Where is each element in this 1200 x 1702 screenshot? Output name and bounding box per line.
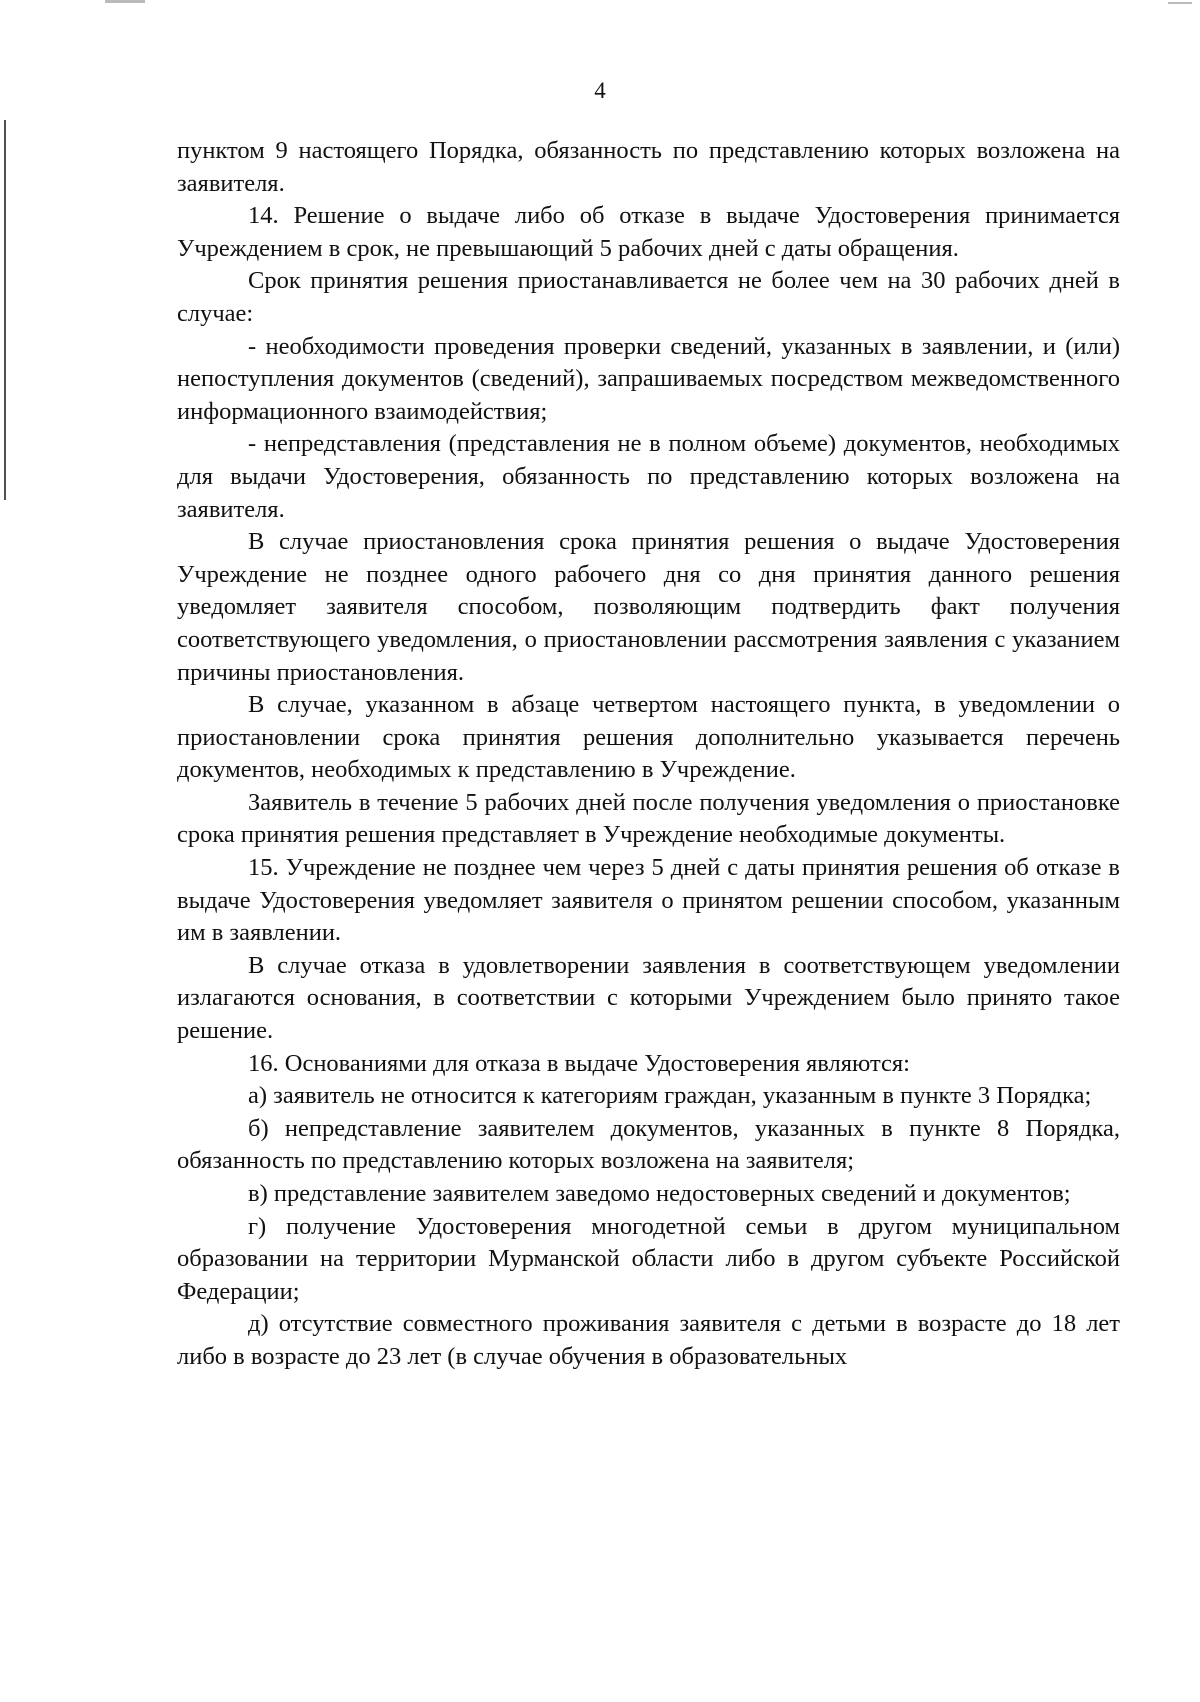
paragraph: В случае, указанном в абзаце четвертом настоящего пункта, в уведомлении о приостановлении срока принятия решения дополнительно указывается перечень документов, необходимых к представлению в Учреждение. [177,691,1120,784]
document-body [177,135,1120,1374]
paragraph: Заявитель в течение 5 рабочих дней после получения уведомления о приостановке срока принятия решения представляет в Учреждение необходимые документы. [177,788,1120,849]
paragraph: д) отсутствие совместного проживания заявителя с детьми в возрасте до 18 лет либо в возрасте до 23 лет (в случае обучения в образовательных [177,1310,1120,1370]
scan-artifact [105,0,145,3]
paragraph: Срок принятия решения приостанавливается не более чем на 30 рабочих дней в случае: [177,267,1120,327]
paragraph: а) заявитель не относится к категориям граждан, указанным в пункте 3 Порядка; [248,1082,1092,1110]
paragraph: 14. Решение о выдаче либо об отказе в выдаче Удостоверения принимается Учреждением в срок, не превышающий 5 рабочих дней с даты обращения. [177,202,1120,262]
paragraph: - необходимости проведения проверки сведений, указанных в заявлении, и (или) непоступления документов (сведений), запрашиваемых посредством межведомственного информационного взаимодействия; [177,332,1120,425]
paragraph: В случае отказа в удовлетворении заявления в соответствующем уведомлении излагаются основания, в соответствии с которыми Учреждением было принято такое решение. [177,951,1120,1045]
page-number: 4 [594,78,606,103]
paragraph: пунктом 9 настоящего Порядка, обязанность по представлению которых возложена на заявителя. [177,137,1120,197]
paragraph: 16. Основаниями для отказа в выдаче Удостоверения являются: [248,1049,910,1077]
paragraph: 15. Учреждение не позднее чем через 5 дней с даты принятия решения об отказе в выдаче Удостоверения уведомляет заявителя о принятом решении способом, указанным им в заявлении. [177,854,1120,947]
scan-artifact [4,120,6,500]
paragraph: - непредставления (представления не в полном объеме) документов, необходимых для выдачи Удостоверения, обязанность по представлению которых возложена на заявителя. [177,430,1120,523]
paragraph: б) непредставление заявителем документов, указанных в пункте 8 Порядка, обязанность по представлению которых возложена на заявителя; [177,1114,1120,1175]
scan-artifact [1168,2,1192,4]
paragraph: в) представление заявителем заведомо недостоверных сведений и документов; [248,1180,1071,1207]
paragraph: г) получение Удостоверения многодетной семьи в другом муниципальном образовании на территории Мурманской области либо в другом субъекте Российской Федерации; [177,1212,1120,1305]
paragraph: В случае приостановления срока принятия решения о выдаче Удостоверения Учреждение не позднее одного рабочего дня со дня принятия данного решения уведомляет заявителя способом, позволяющим подтвердить факт получения соответствующего уведомления, о приостановлении рассмотрения заявления с указанием причины приостановления. [177,528,1120,686]
